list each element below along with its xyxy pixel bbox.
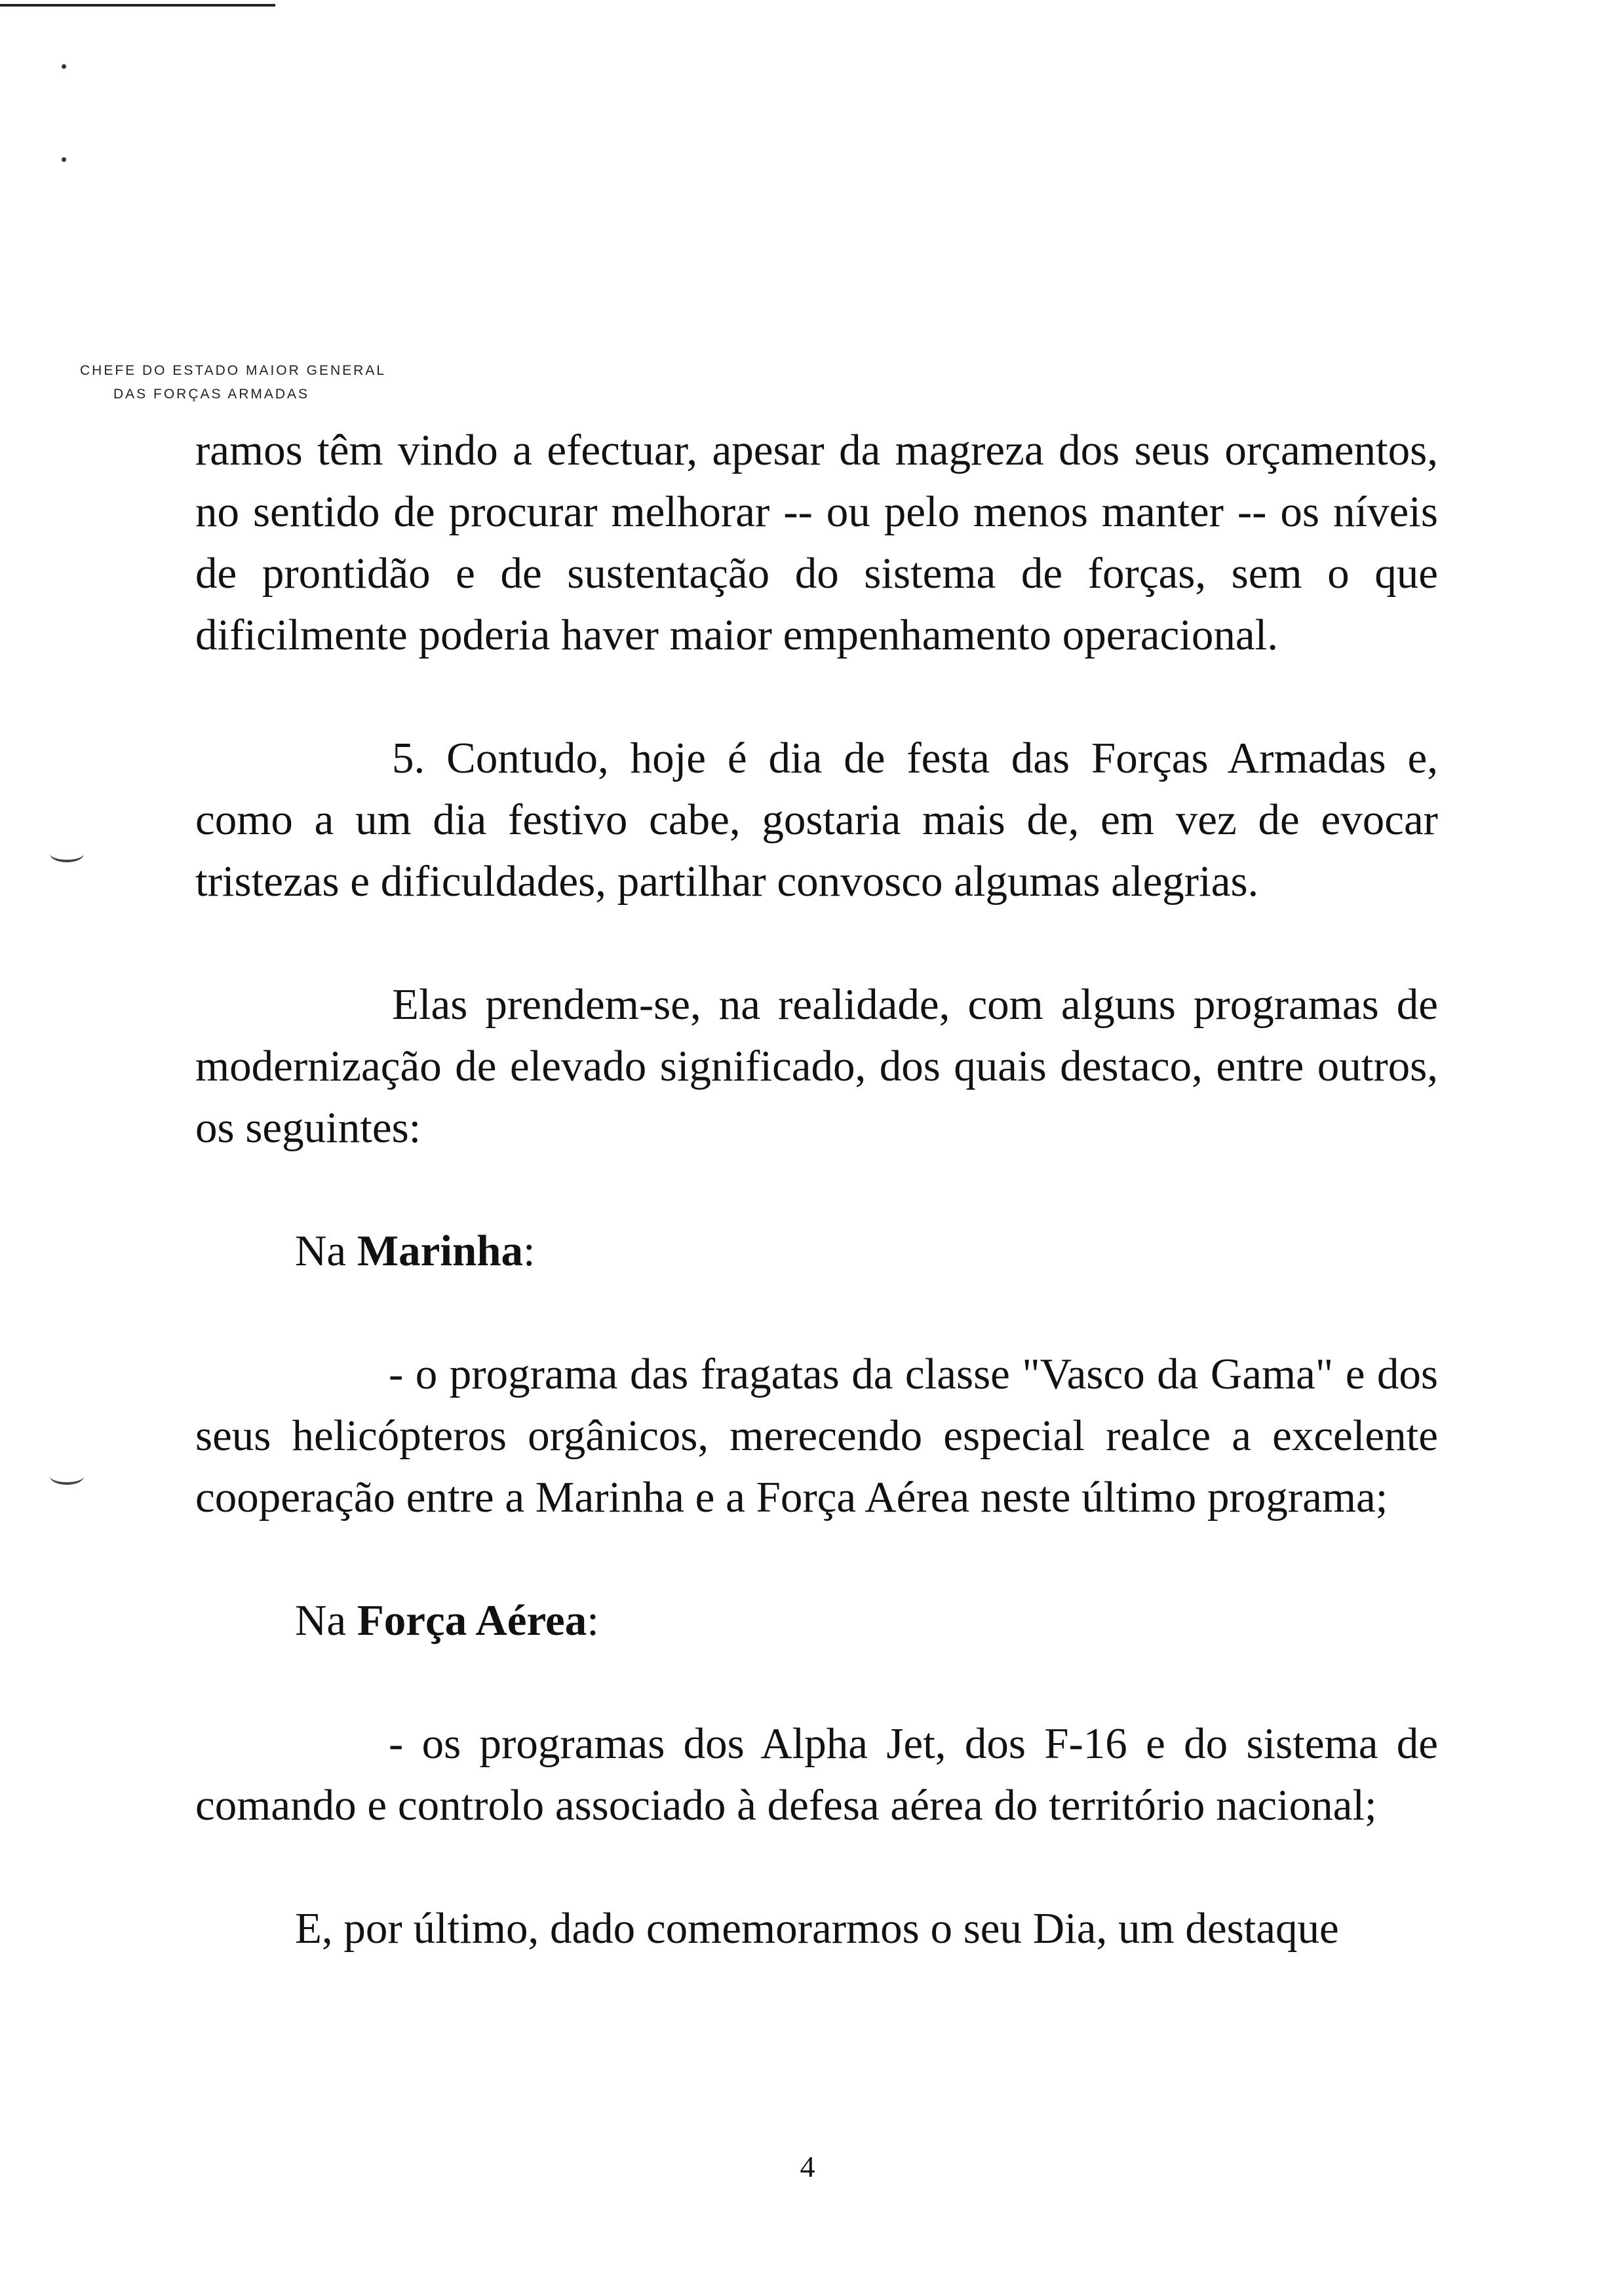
item-alpha-jet: - os programas dos Alpha Jet, dos F-16 e do sistema de comando e controlo associado à defesa aérea do território nacional; (195, 1719, 1438, 1829)
page-number: 4 (800, 2150, 815, 2183)
top-scan-rule (0, 4, 275, 7)
hole-punch-mark (50, 845, 84, 862)
heading-prefix: Na (295, 1596, 357, 1645)
heading-marinha (195, 1220, 1438, 1282)
heading-forca-aerea-bold: Força Aérea (357, 1596, 587, 1645)
scan-speck (62, 157, 66, 162)
scan-speck (62, 64, 66, 69)
letterhead-line-1: CHEFE DO ESTADO MAIOR GENERAL (80, 363, 386, 378)
letterhead-line-2: DAS FORÇAS ARMADAS (113, 387, 310, 402)
item-fragatas: - o programa das fragatas da classe "Vasco da Gama" e dos seus helicópteros orgânicos, merecendo especial realce a excelente cooperação entre a Marinha e a Força Aérea neste último programa; (195, 1350, 1438, 1521)
paragraph-programs-intro: Elas prendem-se, na realidade, com alguns programas de modernização de elevado significado, dos quais destaco, entre outros, os seguintes: (195, 980, 1438, 1152)
paragraph-5: 5. Contudo, hoje é dia de festa das Forças Armadas e, como a um dia festivo cabe, gostaria mais de, em vez de evocar tristezas e dificuldades, partilhar convosco algumas alegrias. (195, 734, 1438, 906)
document-body (195, 419, 1438, 1959)
heading-prefix: Na (295, 1227, 357, 1275)
letterhead (80, 359, 386, 406)
heading-suffix: : (523, 1227, 535, 1275)
heading-suffix: : (587, 1596, 599, 1645)
heading-forca-aerea (195, 1590, 1438, 1651)
hole-punch-mark (50, 1468, 84, 1485)
heading-marinha-bold: Marinha (357, 1227, 523, 1275)
paragraph-closing: E, por último, dado comemorarmos o seu Dia, um destaque (295, 1904, 1339, 1953)
paragraph-continuation: ramos têm vindo a efectuar, apesar da magreza dos seus orçamentos, no sentido de procurar melhorar -- ou pelo menos manter -- os níveis de prontidão e de sustentação do sistema de forças, sem o que dificilmente poderia haver maior empenhamento operacional. (195, 426, 1438, 659)
